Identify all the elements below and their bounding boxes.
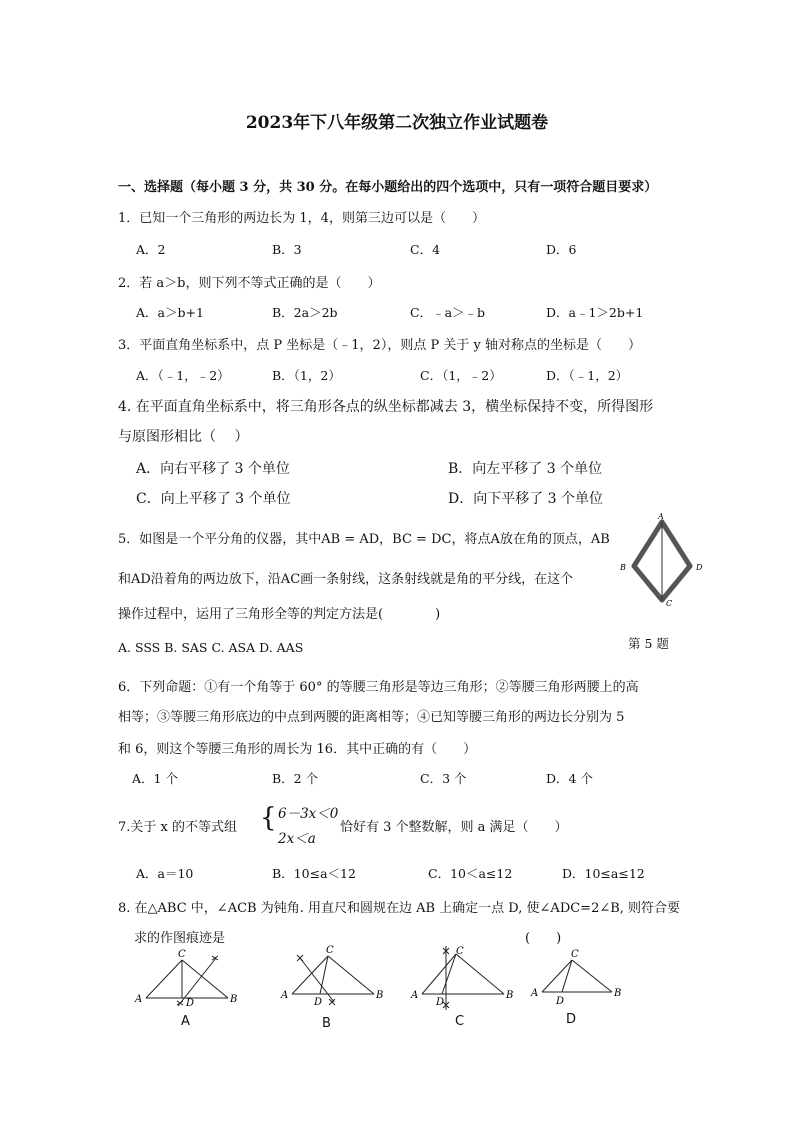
question-6-option-d: D．4 个 (546, 771, 593, 786)
question-3-stem: 3．平面直角坐标系中，点 P 坐标是（﹣1，2），则点 P 关于 y 轴对称点的坐标是（ ） (118, 338, 641, 353)
question-6-line-2: 相等；③等腰三角形底边的中点到两腰的距离相等；④已知等腰三角形的两边长分别为 5 (118, 710, 625, 725)
fig-d-point-b: B (614, 988, 622, 999)
question-5-options: A. SSS B. SAS C. ASA D. AAS (118, 640, 304, 655)
question-4-stem-line-2: 与原图形相比（ ） (118, 429, 249, 445)
question-8-line-2: 求的作图痕迹是 (134, 931, 226, 946)
question-6-option-c: C．3 个 (420, 771, 467, 786)
question-3-option-d: D．（﹣1，2） (546, 368, 629, 383)
question-4-stem-line-1: 4. 在平面直角坐标系中，将三角形各点的纵坐标都减去 3，横坐标保持不变，所得图形 (118, 399, 654, 415)
question-8-figure-c-label: C (455, 1014, 465, 1029)
question-2-option-a: A．a＞b+1 (136, 305, 204, 320)
inequality-2: 2x＜a (278, 831, 316, 847)
question-8-figure-b-label: B (322, 1016, 331, 1031)
question-8-figure-d (528, 944, 628, 1006)
question-7-suffix: 恰好有 3 个整数解，则 a 满足（ ） (340, 820, 568, 835)
question-4-option-d: D．向下平移了 3 个单位 (448, 491, 604, 507)
question-5-figure-caption: 第 5 题 (628, 636, 669, 651)
question-4-option-a: A．向右平移了 3 个单位 (136, 461, 290, 477)
fig-b-point-d: D (314, 997, 323, 1008)
fig-a-point-a: A (135, 994, 143, 1005)
question-4-option-b: B．向左平移了 3 个单位 (448, 461, 603, 477)
fig-c-point-a: A (411, 990, 419, 1001)
question-2-option-b: B．2a＞2b (272, 305, 338, 320)
question-6-option-b: B．2 个 (272, 771, 319, 786)
question-1-option-d: D．6 (546, 242, 577, 257)
fig-a-point-c: C (178, 949, 186, 960)
question-8-figure-d-label: D (566, 1012, 577, 1027)
question-3-option-a: A．（﹣1，﹣2） (136, 368, 230, 383)
fig-c-point-b: B (506, 990, 514, 1001)
question-7-option-c: C．10＜a≤12 (428, 866, 513, 881)
question-2-option-d: D．a﹣1＞2b+1 (546, 305, 644, 320)
rod-ad (662, 522, 690, 566)
fig-a-point-d: D (186, 998, 195, 1008)
question-8-figure-a (132, 946, 242, 1008)
question-8-figure-b (276, 942, 388, 1008)
question-8-figure-c (408, 942, 520, 1014)
question-7-option-a: A．a＝10 (136, 866, 194, 881)
system-brace: { (260, 803, 277, 833)
fig-a-point-b: B (230, 994, 238, 1005)
question-6-line-3: 和 6，则这个等腰三角形的周长为 16．其中正确的有（ ） (118, 742, 477, 757)
fig-d-point-c: C (571, 949, 579, 960)
question-8-answer-paren: ( ) (525, 931, 562, 946)
fig-c-point-d: D (436, 997, 445, 1008)
question-3-option-b: B．（1，2） (272, 368, 341, 383)
point-a-label: A (658, 512, 664, 521)
fig-b-point-c: C (326, 945, 334, 956)
fig-b-point-b: B (376, 990, 384, 1001)
point-d-label: D (696, 563, 703, 572)
page-title: 2023年下八年级第二次独立作业试题卷 (245, 113, 549, 133)
question-7-option-b: B．10≤a＜12 (272, 866, 356, 881)
question-6-option-a: A．1 个 (132, 771, 178, 786)
question-7-prefix: 7.关于 x 的不等式组 (118, 820, 237, 835)
question-5-line-1: 5．如图是一个平分角的仪器，其中AB = AD，BC = DC，将点A放在角的顶点，AB (118, 532, 610, 547)
question-5-figure (612, 508, 712, 608)
rod-bc (634, 566, 662, 600)
question-5-line-2: 和AD沿着角的两边放下，沿AC画一条射线，这条射线就是角的平分线，在这个 (118, 572, 574, 587)
question-8-line-1: 8. 在△ABC 中，∠ACB 为钝角. 用直尺和圆规在边 AB 上确定一点 D, 使∠ADC=2∠B, 则符合要 (118, 901, 681, 916)
rod-dc (662, 566, 690, 600)
question-7-option-d: D．10≤a≤12 (562, 866, 645, 881)
question-1-stem: 1．已知一个三角形的两边长为 1，4，则第三边可以是（ ） (118, 211, 485, 226)
fig-d-point-d: D (556, 996, 565, 1006)
point-c-label: C (666, 599, 673, 608)
question-6-line-1: 6．下列命题：①有一个角等于 60° 的等腰三角形是等边三角形；②等腰三角形两腰上的高 (118, 680, 639, 695)
question-8-figure-a-label: A (181, 1014, 190, 1029)
fig-d-point-a: A (531, 988, 539, 999)
rod-ab (634, 522, 662, 566)
fig-c-point-c: C (456, 946, 464, 957)
inequality-1: 6－3x＜0 (278, 806, 339, 822)
question-4-option-c: C．向上平移了 3 个单位 (136, 491, 291, 507)
fig-b-point-a: A (281, 990, 289, 1001)
section-heading: 一、选择题（每小题 3 分，共 30 分。在每小题给出的四个选项中，只有一项符合题目要求） (118, 180, 658, 195)
point-b-label: B (620, 563, 626, 572)
question-3-option-c: C．（1，﹣2） (420, 368, 502, 383)
question-1-option-b: B．3 (272, 242, 302, 257)
question-2-option-c: C．﹣a＞﹣b (410, 305, 486, 320)
question-1-option-a: A．2 (136, 242, 166, 257)
question-1-option-c: C．4 (410, 242, 441, 257)
question-5-line-3: 操作过程中，运用了三角形全等的判定方法是( ) (118, 607, 441, 622)
question-2-stem: 2．若 a＞b，则下列不等式正确的是（ ） (118, 276, 381, 291)
